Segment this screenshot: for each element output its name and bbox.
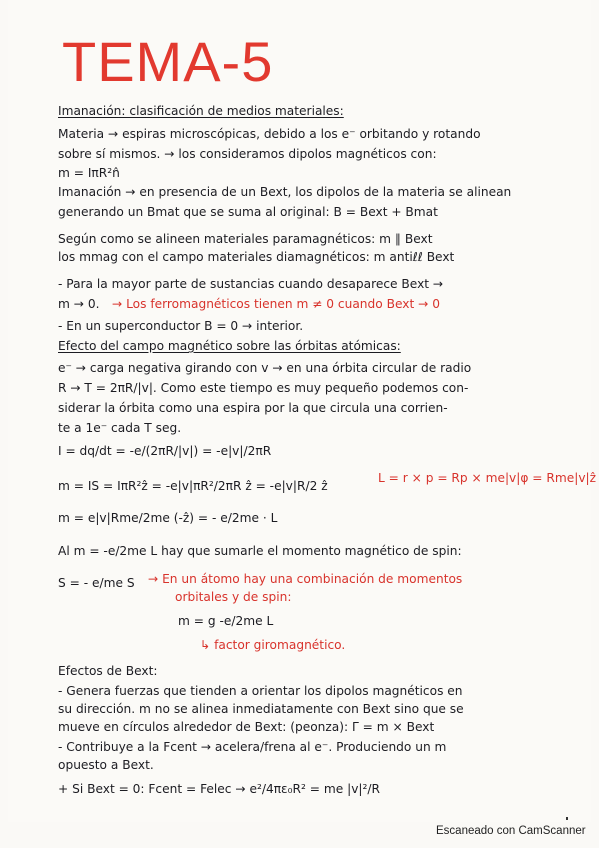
note-line: ↳ factor giromagnético. (200, 638, 346, 652)
note-line: + Si Bext = 0: Fcent = Felec → e²/4πε₀R² = me |v|²/R (58, 782, 380, 796)
scan-mark (566, 817, 568, 820)
note-line: m = IπR²n̂ (58, 166, 120, 180)
note-line: L = r × p = Rp × me|v|φ = Rme|v|ẑ (378, 471, 597, 485)
note-line: Al m = -e/2me L hay que sumarle el momento magnético de spin: (58, 544, 462, 558)
note-line: e⁻ → carga negativa girando con v → en una órbita circular de radio (58, 361, 472, 375)
note-line: - En un superconductor B = 0 → interior. (58, 319, 304, 333)
note-line: I = dq/dt = -e/(2πR/|v|) = -e|v|/2πR (58, 444, 272, 458)
note-line: R → T = 2πR/|v|. Como este tiempo es muy pequeño podemos con- (58, 381, 469, 395)
note-line: Materia → espiras microscópicas, debido a los e⁻ orbitando y rotando (58, 127, 481, 141)
note-line: orbitales y de spin: (175, 590, 292, 604)
note-line: Imanación → en presencia de un Bext, los dipolos de la materia se alinean (58, 185, 512, 199)
note-line: → En un átomo hay una combinación de momentos (148, 572, 463, 586)
note-line: generando un Bmat que se suma al original: B = Bext + Bmat (58, 205, 438, 219)
page-title: TEMA-5 (62, 30, 274, 93)
note-line: → Los ferromagnéticos tienen m ≠ 0 cuando Bext → 0 (112, 297, 440, 311)
note-line: mueve en círculos alrededor de Bext: (peonza): Γ = m × Bext (58, 720, 435, 734)
note-line: - Para la mayor parte de sustancias cuando desaparece Bext → (58, 277, 444, 291)
note-line: - Contribuye a la Fcent → acelera/frena al e⁻. Produciendo un m (58, 740, 447, 754)
note-line: siderar la órbita como una espira por la que circula una corrien- (58, 401, 448, 415)
note-line: Según como se alineen materiales paramagnéticos: m ∥ Bext (58, 232, 433, 246)
scanner-watermark: Escaneado con CamScanner (436, 825, 586, 837)
note-line: sobre sí mismos. → los consideramos dipolos magnéticos con: (58, 147, 437, 161)
note-line: Efectos de Bext: (58, 664, 158, 678)
note-line: Imanación: clasificación de medios materiales: (58, 104, 344, 118)
note-line: m = e|v|Rme/2me (-ẑ) = - e/2me · L (58, 511, 278, 525)
note-line: m = g -e/2me L (178, 614, 274, 628)
note-line: Efecto del campo magnético sobre las órbitas atómicas: (58, 339, 401, 353)
note-line: su dirección. m no se alinea inmediatamente con Bext sino que se (58, 702, 464, 716)
note-line: m → 0. (58, 297, 100, 311)
note-line: opuesto a Bext. (58, 758, 154, 772)
note-line: m = IS = IπR²ẑ = -e|v|πR²/2πR ẑ = -e|v|R/2 ẑ (58, 479, 328, 493)
note-line: S = - e/me S (58, 576, 135, 590)
note-line: los mmag con el campo materiales diamagnéticos: m antiℓℓ Bext (58, 250, 455, 264)
note-line: te a 1e⁻ cada T seg. (58, 421, 182, 435)
note-line: - Genera fuerzas que tienden a orientar los dipolos magnéticos en (58, 684, 463, 698)
